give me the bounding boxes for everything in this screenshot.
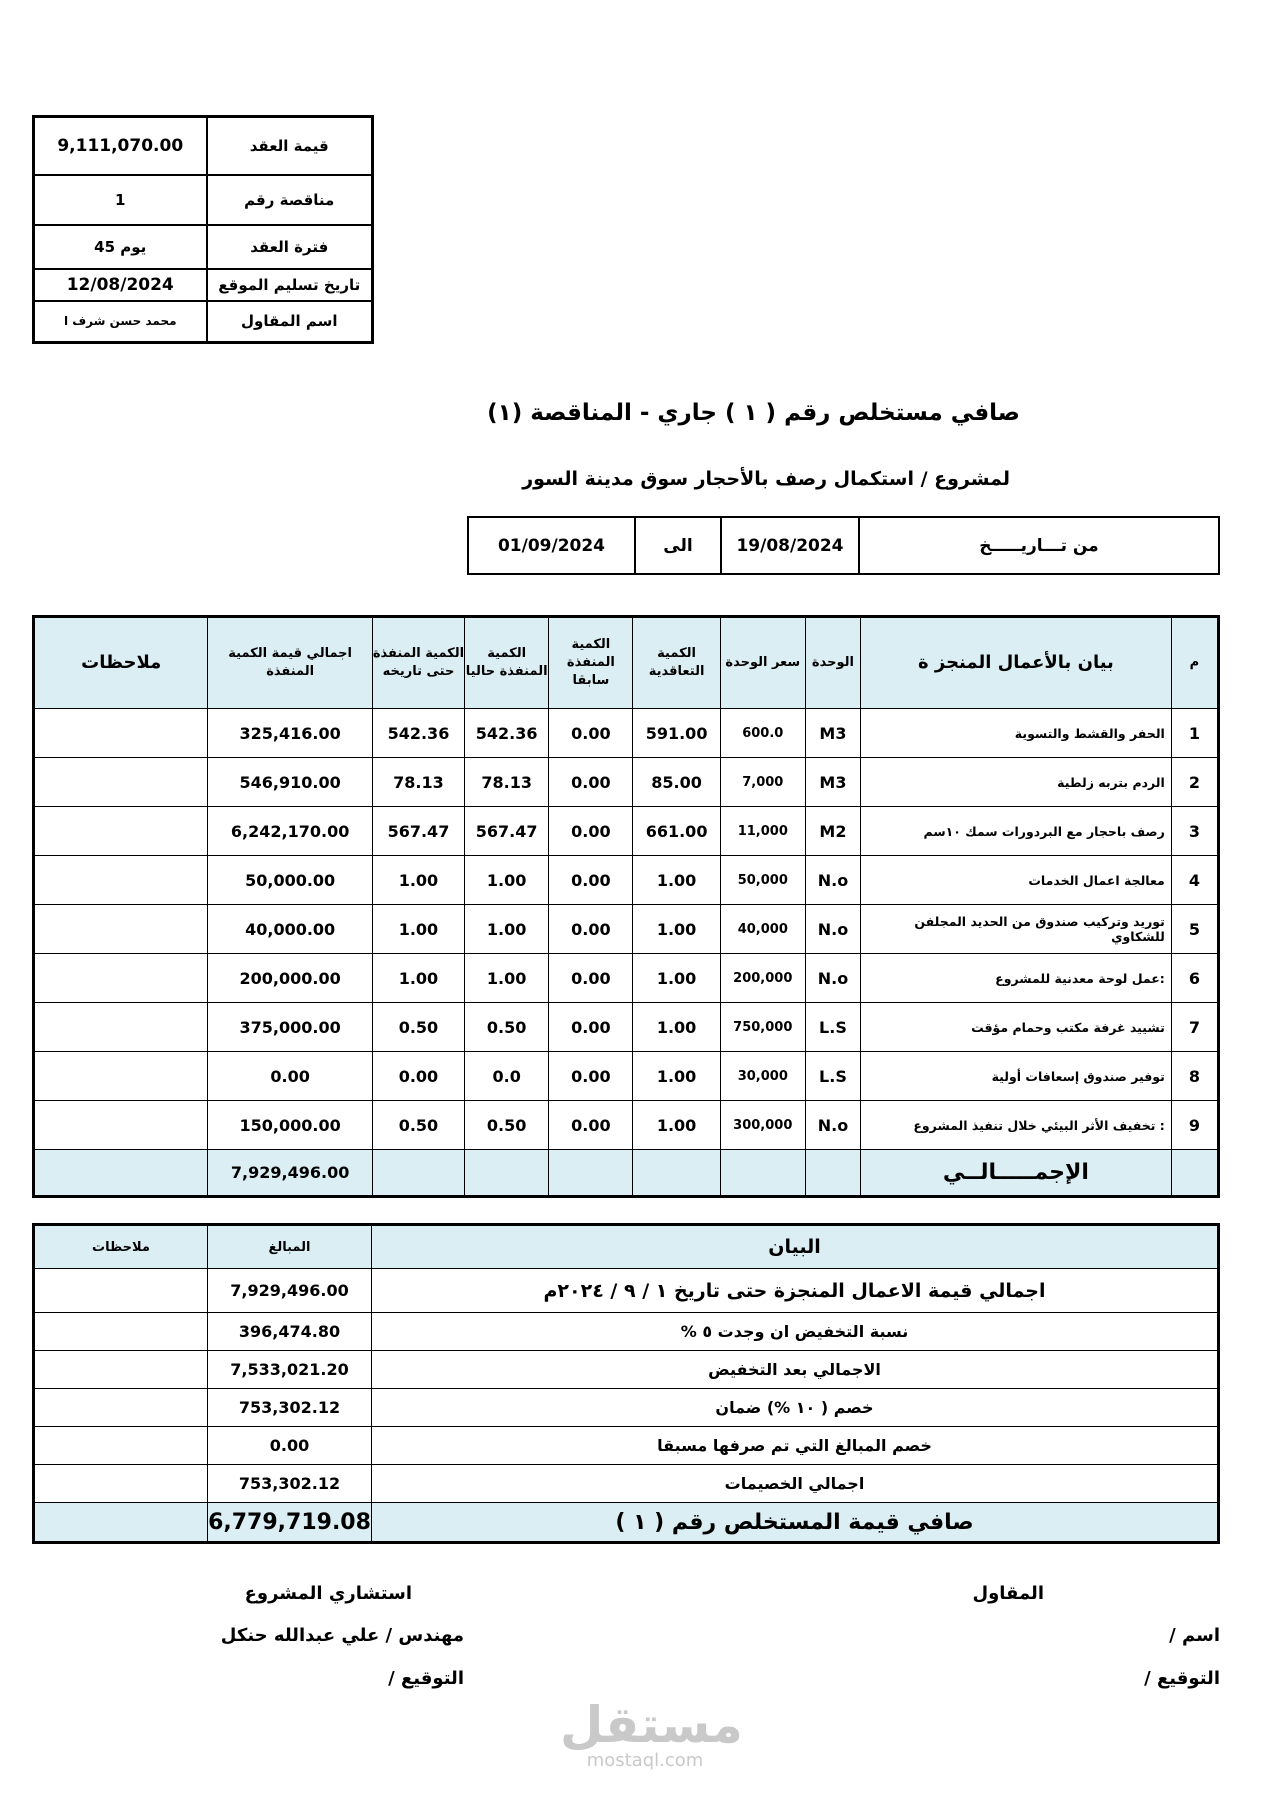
table-row: [34, 1003, 1219, 1052]
info-value: 1: [34, 175, 207, 225]
info-value: يوم 45: [34, 225, 207, 269]
cell-unit: N.o: [805, 954, 860, 1003]
total-empty: [805, 1150, 860, 1197]
table-row: [34, 856, 1219, 905]
header-prev-qty: الكمية المنفذة سابقا: [549, 617, 633, 709]
period-from-date: 19/08/2024: [721, 517, 859, 574]
info-label: فترة العقد: [207, 225, 373, 269]
cell-notes: [34, 709, 208, 758]
summary-amount: 0.00: [208, 1427, 372, 1465]
total-empty: [549, 1150, 633, 1197]
total-value: 7,929,496.00: [208, 1150, 372, 1197]
table-row: [34, 1052, 1219, 1101]
cell-curr-qty: 567.47: [465, 807, 549, 856]
cell-desc: توريد وتركيب صندوق من الحديد المجلفن للشكاوي: [861, 905, 1172, 954]
project-subtitle: لمشروع / استكمال رصف بالأحجار سوق مدينة السور: [522, 468, 1010, 490]
period-to-label: الى: [635, 517, 721, 574]
table-row: [34, 1101, 1219, 1150]
cell-todate-qty: 78.13: [372, 758, 464, 807]
table-row: [34, 807, 1219, 856]
cell-total-value: 6,242,170.00: [208, 807, 372, 856]
watermark-url: mostaql.com: [586, 1750, 704, 1771]
cell-price: 7,000: [720, 758, 805, 807]
contract-info-table: [32, 115, 374, 344]
cell-unit: L.S: [805, 1003, 860, 1052]
cell-unit: L.S: [805, 1052, 860, 1101]
summary-desc: الاجمالي بعد التخفيض: [372, 1351, 1219, 1389]
cell-unit: M3: [805, 758, 860, 807]
summary-notes: [34, 1313, 208, 1351]
table-row: [34, 758, 1219, 807]
info-value: 9,111,070.00: [34, 117, 207, 175]
cell-price: 200,000: [720, 954, 805, 1003]
summary-row: [34, 1269, 1219, 1313]
info-label: مناقصة رقم: [207, 175, 373, 225]
summary-row: [34, 1389, 1219, 1427]
cell-notes: [34, 1052, 208, 1101]
total-empty: [720, 1150, 805, 1197]
summary-desc: خصم ( ١٠ %) ضمان: [372, 1389, 1219, 1427]
cell-no: 4: [1171, 856, 1218, 905]
cell-prev-qty: 0.00: [549, 905, 633, 954]
cell-prev-qty: 0.00: [549, 856, 633, 905]
table-row: [34, 905, 1219, 954]
summary-amount: 753,302.12: [208, 1465, 372, 1503]
page-title: صافي مستخلص رقم ( ١ ) جاري - المناقصة (١): [487, 400, 1020, 426]
header-price: سعر الوحدة: [720, 617, 805, 709]
period-from-label: من تـــاريـــــخ: [859, 517, 1219, 574]
cell-contract-qty: 591.00: [633, 709, 720, 758]
cell-notes: [34, 807, 208, 856]
cell-no: 6: [1171, 954, 1218, 1003]
cell-notes: [34, 1003, 208, 1052]
cell-price: 300,000: [720, 1101, 805, 1150]
total-empty: [372, 1150, 464, 1197]
period-table: [467, 516, 1220, 575]
cell-unit: M3: [805, 709, 860, 758]
summary-notes: [34, 1269, 208, 1313]
cell-prev-qty: 0.00: [549, 1101, 633, 1150]
cell-todate-qty: 0.50: [372, 1101, 464, 1150]
total-row: [34, 1150, 1219, 1197]
cell-unit: M2: [805, 807, 860, 856]
contractor-sign-label: التوقيع /: [1144, 1668, 1220, 1689]
cell-todate-qty: 567.47: [372, 807, 464, 856]
cell-contract-qty: 661.00: [633, 807, 720, 856]
cell-prev-qty: 0.00: [549, 807, 633, 856]
contractor-name-label: اسم /: [1169, 1625, 1220, 1646]
cell-contract-qty: 1.00: [633, 1003, 720, 1052]
cell-curr-qty: 0.50: [465, 1101, 549, 1150]
info-row: [34, 175, 373, 225]
cell-desc: تشييد غرفة مكتب وحمام مؤقت: [861, 1003, 1172, 1052]
cell-desc: : تخفيف الأثر البيئي خلال تنفيذ المشروع: [861, 1101, 1172, 1150]
summary-desc: خصم المبالغ التي تم صرفها مسبقا: [372, 1427, 1219, 1465]
cell-curr-qty: 1.00: [465, 856, 549, 905]
cell-unit: N.o: [805, 856, 860, 905]
cell-desc: توفير صندوق إسعافات أولية: [861, 1052, 1172, 1101]
cell-desc: الحفر والقشط والتسوية: [861, 709, 1172, 758]
consultant-engineer: مهندس / علي عبدالله حنكل: [220, 1625, 464, 1646]
info-row: [34, 301, 373, 343]
cell-curr-qty: 542.36: [465, 709, 549, 758]
cell-desc: رصف باحجار مع البردورات سمك ١٠سم: [861, 807, 1172, 856]
cell-prev-qty: 0.00: [549, 1003, 633, 1052]
cell-todate-qty: 0.00: [372, 1052, 464, 1101]
cell-price: 750,000: [720, 1003, 805, 1052]
summary-amount: 7,929,496.00: [208, 1269, 372, 1313]
info-row: [34, 269, 373, 301]
cell-total-value: 0.00: [208, 1052, 372, 1101]
summary-header-row: [34, 1225, 1219, 1269]
cell-desc: :عمل لوحة معدنية للمشروع: [861, 954, 1172, 1003]
net-value: 6,779,719.08: [208, 1503, 372, 1543]
cell-total-value: 325,416.00: [208, 709, 372, 758]
summary-amount: 396,474.80: [208, 1313, 372, 1351]
net-row: [34, 1503, 1219, 1543]
cell-contract-qty: 1.00: [633, 856, 720, 905]
header-contract-qty: الكمية التعاقدية: [633, 617, 720, 709]
cell-contract-qty: 85.00: [633, 758, 720, 807]
total-empty: [1171, 1150, 1218, 1197]
summary-row: [34, 1427, 1219, 1465]
header-notes: ملاحظات: [34, 617, 208, 709]
summary-notes: [34, 1389, 208, 1427]
header-desc: بيان بالأعمال المنجز ة: [861, 617, 1172, 709]
cell-curr-qty: 0.50: [465, 1003, 549, 1052]
cell-todate-qty: 1.00: [372, 905, 464, 954]
summary-desc: اجمالي قيمة الاعمال المنجزة حتى تاريخ ١ / ٩ / ٢٠٢٤م: [372, 1269, 1219, 1313]
summary-notes: [34, 1427, 208, 1465]
summary-header-notes: ملاحظات: [34, 1225, 208, 1269]
summary-desc: اجمالي الخصيمات: [372, 1465, 1219, 1503]
consultant-sign-label: التوقيع /: [388, 1668, 464, 1689]
watermark-logo: مستقل: [560, 1696, 743, 1754]
consultant-title: استشاري المشروع: [244, 1583, 412, 1604]
cell-curr-qty: 0.0: [465, 1052, 549, 1101]
cell-contract-qty: 1.00: [633, 954, 720, 1003]
cell-no: 9: [1171, 1101, 1218, 1150]
cell-contract-qty: 1.00: [633, 1101, 720, 1150]
works-table: [32, 615, 1220, 1198]
cell-total-value: 375,000.00: [208, 1003, 372, 1052]
cell-total-value: 40,000.00: [208, 905, 372, 954]
header-unit: الوحدة: [805, 617, 860, 709]
summary-desc: نسبة التخفيض ان وجدت ٥ %: [372, 1313, 1219, 1351]
summary-notes: [34, 1465, 208, 1503]
header-todate-qty: الكمية المنفذة حتى تاريخه: [372, 617, 464, 709]
cell-desc: معالجة اعمال الخدمات: [861, 856, 1172, 905]
cell-prev-qty: 0.00: [549, 1052, 633, 1101]
summary-amount: 753,302.12: [208, 1389, 372, 1427]
cell-unit: N.o: [805, 905, 860, 954]
info-label: قيمة العقد: [207, 117, 373, 175]
cell-notes: [34, 856, 208, 905]
cell-prev-qty: 0.00: [549, 758, 633, 807]
cell-no: 8: [1171, 1052, 1218, 1101]
cell-price: 11,000: [720, 807, 805, 856]
cell-todate-qty: 1.00: [372, 954, 464, 1003]
total-empty: [633, 1150, 720, 1197]
contractor-title: المقاول: [972, 1583, 1044, 1604]
cell-no: 5: [1171, 905, 1218, 954]
total-notes: [34, 1150, 208, 1197]
summary-amount: 7,533,021.20: [208, 1351, 372, 1389]
header-curr-qty: الكمية المنفذة حاليا: [465, 617, 549, 709]
info-row: [34, 225, 373, 269]
total-label: الإجمـــــالــي: [861, 1150, 1172, 1197]
table-row: [34, 709, 1219, 758]
summary-row: [34, 1465, 1219, 1503]
total-empty: [465, 1150, 549, 1197]
cell-total-value: 200,000.00: [208, 954, 372, 1003]
cell-no: 1: [1171, 709, 1218, 758]
cell-contract-qty: 1.00: [633, 1052, 720, 1101]
watermark: [560, 1696, 743, 1771]
summary-header-desc: البيان: [372, 1225, 1219, 1269]
cell-desc: الردم بتربه زلطية: [861, 758, 1172, 807]
cell-curr-qty: 78.13: [465, 758, 549, 807]
cell-no: 7: [1171, 1003, 1218, 1052]
info-row: [34, 117, 373, 175]
cell-todate-qty: 542.36: [372, 709, 464, 758]
cell-price: 40,000: [720, 905, 805, 954]
cell-unit: N.o: [805, 1101, 860, 1150]
cell-price: 600.0: [720, 709, 805, 758]
cell-prev-qty: 0.00: [549, 954, 633, 1003]
net-label: صافي قيمة المستخلص رقم ( ١ ): [372, 1503, 1219, 1543]
info-label: تاريخ تسليم الموقع: [207, 269, 373, 301]
cell-notes: [34, 905, 208, 954]
header-no: م: [1171, 617, 1218, 709]
cell-contract-qty: 1.00: [633, 905, 720, 954]
info-value: 12/08/2024: [34, 269, 207, 301]
net-notes: [34, 1503, 208, 1543]
cell-todate-qty: 1.00: [372, 856, 464, 905]
summary-header-amount: المبالغ: [208, 1225, 372, 1269]
summary-notes: [34, 1351, 208, 1389]
info-label: اسم المقاول: [207, 301, 373, 343]
period-to-date: 01/09/2024: [497, 535, 606, 556]
cell-total-value: 50,000.00: [208, 856, 372, 905]
summary-row: [34, 1351, 1219, 1389]
cell-notes: [34, 954, 208, 1003]
cell-no: 3: [1171, 807, 1218, 856]
cell-total-value: 546,910.00: [208, 758, 372, 807]
header-total-value: اجمالي قيمة الكمية المنفذة: [208, 617, 372, 709]
table-row: [34, 954, 1219, 1003]
cell-no: 2: [1171, 758, 1218, 807]
summary-row: [34, 1313, 1219, 1351]
cell-todate-qty: 0.50: [372, 1003, 464, 1052]
cell-notes: [34, 758, 208, 807]
cell-price: 50,000: [720, 856, 805, 905]
cell-price: 30,000: [720, 1052, 805, 1101]
cell-notes: [34, 1101, 208, 1150]
info-value: محمد حسن شرف ا: [34, 301, 207, 343]
cell-prev-qty: 0.00: [549, 709, 633, 758]
cell-curr-qty: 1.00: [465, 954, 549, 1003]
cell-curr-qty: 1.00: [465, 905, 549, 954]
summary-table: [32, 1223, 1220, 1544]
cell-total-value: 150,000.00: [208, 1101, 372, 1150]
